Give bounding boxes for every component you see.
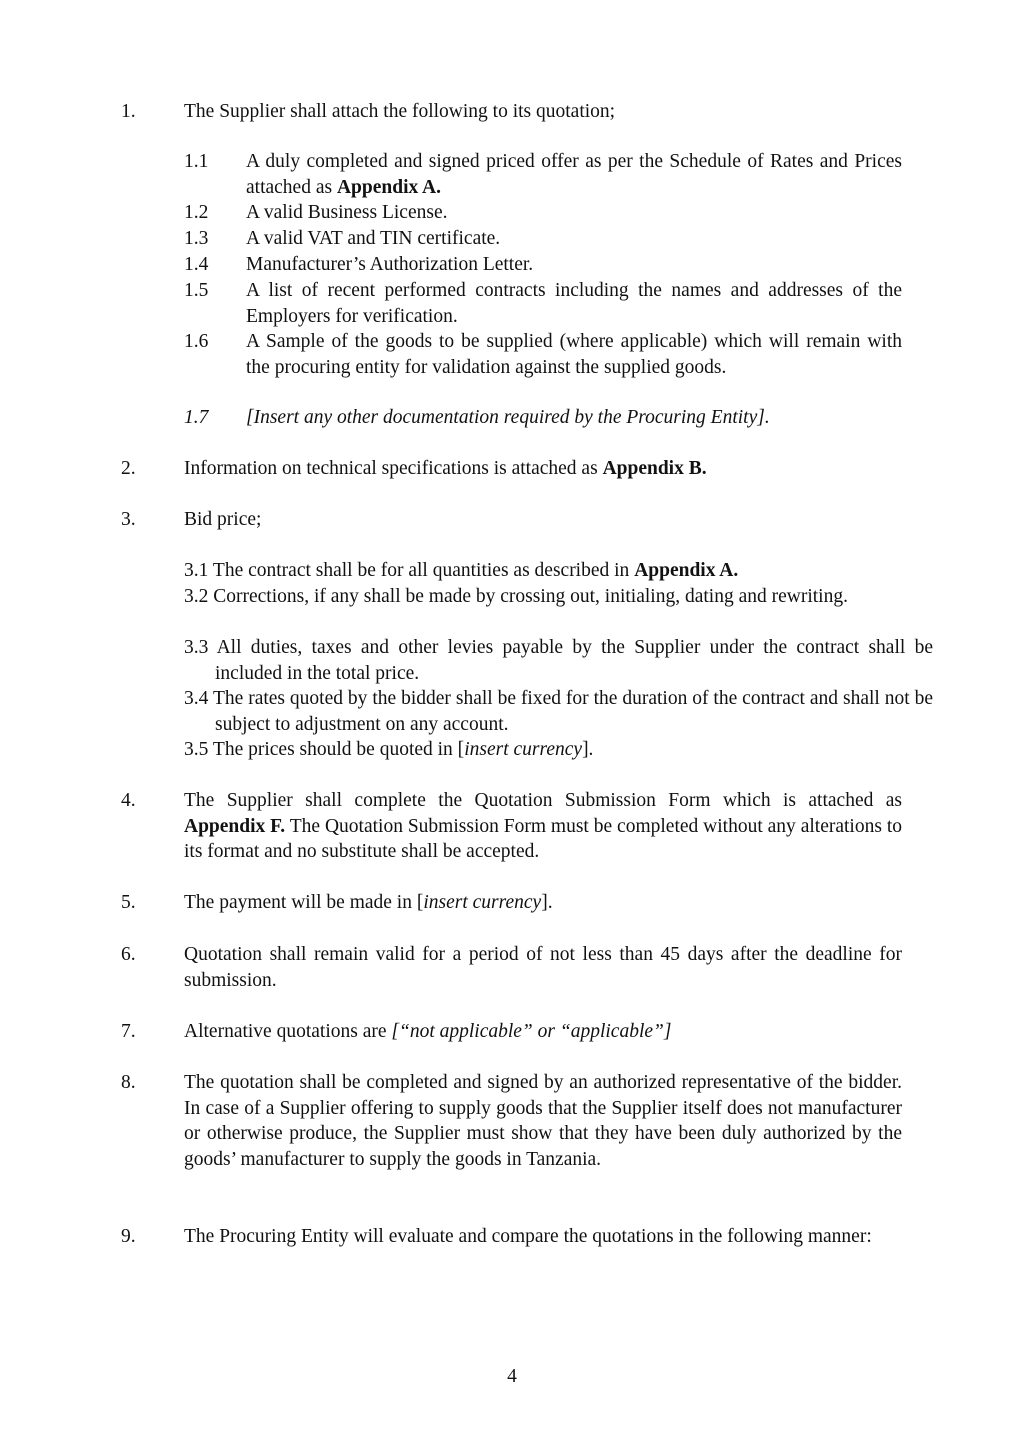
clause-number: 7. <box>121 1021 136 1042</box>
subclause-3-1: 3.1 The contract shall be for all quantities as described in Appendix A. <box>184 560 739 581</box>
subclause-number: 3.4 <box>184 688 209 709</box>
subclause-number: 1.5 <box>184 280 209 301</box>
subclause-3-5: 3.5 The prices should be quoted in [insert currency]. <box>184 739 594 760</box>
subclause-number: 3.5 <box>184 739 209 760</box>
clause-9 <box>121 1224 902 1250</box>
subclause-text: A duly completed and signed priced offer as per the Schedule of Rates and Prices attached as Appendix A. <box>246 151 902 198</box>
subclause-number: 1.3 <box>184 228 209 249</box>
clause-5 <box>121 890 902 916</box>
clause-7 <box>121 1019 902 1045</box>
clause-text: The Supplier shall attach the following to its quotation; <box>184 101 616 122</box>
clause-4 <box>121 788 902 865</box>
clause-number: 4. <box>121 790 136 811</box>
subclause-number: 1.2 <box>184 202 209 223</box>
clause-text: Alternative quotations are [“not applicable” or “applicable”] <box>184 1021 672 1042</box>
subclause-number: 3.1 <box>184 560 209 581</box>
subclause-number: 1.6 <box>184 331 209 352</box>
subclause-number: 1.7 <box>184 407 209 428</box>
subclause-1-5 <box>184 278 902 329</box>
subclause-text: A Sample of the goods to be supplied (where applicable) which will remain with the procuring entity for validation against the supplied goods. <box>246 331 902 378</box>
clause-number: 8. <box>121 1072 136 1093</box>
subclause-text: A list of recent performed contracts including the names and addresses of the Employers for verification. <box>246 280 902 327</box>
subclause-1-2 <box>184 200 902 226</box>
clause-text: The quotation shall be completed and signed by an authorized representative of the bidder. In case of a Supplier offering to supply goods that the Supplier itself does not manufacturer or otherwise produce, the Supplier must show that they have been duly authorized by the goods’ manufacturer to supply the goods in Tanzania. <box>184 1072 902 1170</box>
clause-text: Information on technical specifications is attached as Appendix B. <box>184 458 707 479</box>
page-number: 4 <box>507 1366 517 1387</box>
clause-3 <box>121 507 902 533</box>
subclause-3-4: 3.4 The rates quoted by the bidder shall be fixed for the duration of the contract and shall not be subject to adjustment on any account. <box>184 688 933 735</box>
subclause-number: 3.3 <box>184 637 209 658</box>
clause-text: The Procuring Entity will evaluate and compare the quotations in the following manner: <box>184 1226 872 1247</box>
subclause-1-4 <box>184 252 902 278</box>
subclause-number: 1.4 <box>184 254 209 275</box>
subclause-text: A valid Business License. <box>246 202 448 223</box>
subclause-text: Manufacturer’s Authorization Letter. <box>246 254 534 275</box>
clause-6 <box>121 942 902 993</box>
clause-1 <box>121 99 902 125</box>
clause-number: 6. <box>121 944 136 965</box>
subclause-1-1 <box>184 149 902 200</box>
clause-number: 1. <box>121 101 136 122</box>
clause-2 <box>121 456 902 482</box>
clause-text: Quotation shall remain valid for a period of not less than 45 days after the deadline for submission. <box>184 944 902 991</box>
subclause-number: 1.1 <box>184 151 209 172</box>
clause-text: The Supplier shall complete the Quotation Submission Form which is attached as Appendix F. The Quotation Submission Form must be completed without any alterations to its format and no substitute shall be accepted. <box>184 790 902 862</box>
subclause-3-3: 3.3 All duties, taxes and other levies payable by the Supplier under the contract shall be included in the total price. <box>184 637 933 684</box>
subclause-text: A valid VAT and TIN certificate. <box>246 228 501 249</box>
subclause-text: [Insert any other documentation required by the Procuring Entity]. <box>246 407 770 428</box>
subclause-3-2: 3.2 Corrections, if any shall be made by crossing out, initialing, dating and rewriting. <box>184 586 848 607</box>
clause-text: Bid price; <box>184 509 262 530</box>
clause-8 <box>121 1070 902 1172</box>
clause-number: 3. <box>121 509 136 530</box>
subclause-1-3 <box>184 226 902 252</box>
clause-number: 2. <box>121 458 136 479</box>
subclause-number: 3.2 <box>184 586 209 607</box>
clause-number: 9. <box>121 1226 136 1247</box>
clause-text: The payment will be made in [insert currency]. <box>184 892 553 913</box>
subclause-1-7 <box>184 405 902 431</box>
clause-number: 5. <box>121 892 136 913</box>
subclause-1-6 <box>184 329 902 380</box>
